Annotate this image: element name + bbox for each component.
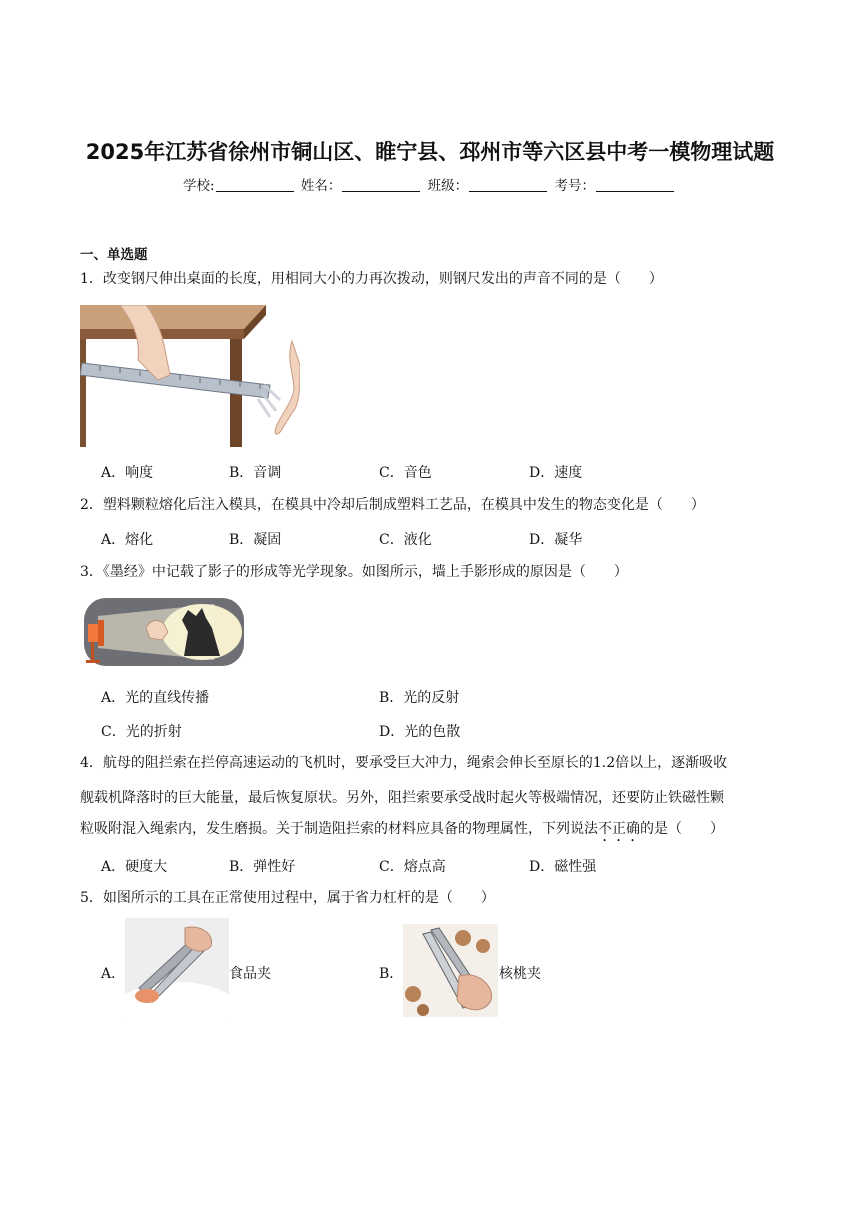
question-4-stem-line-2: 舰载机降落时的巨大能量，最后恢复原状。另外，阻拦索要承受战时起火等极端情况，还要防止铁磁性颗 [80, 790, 724, 806]
q4-stem-pre: 粒吸附混入绳索内，发生磨损。关于制造阻拦索的材料应具备的物理属性，下列说法 [80, 821, 598, 837]
q3-option-b[interactable]: B．光的反射 [379, 690, 460, 706]
question-2-stem: 2．塑料颗粒熔化后注入模具，在模具中冷却后制成塑料工艺品，在模具中发生的物态变化是（ ） [80, 497, 705, 513]
question-4-stem-line-3 [80, 814, 780, 845]
question-5-stem: 5．如图所示的工具在正常使用过程中，属于省力杠杆的是（ ） [80, 890, 495, 906]
school-blank[interactable] [216, 178, 294, 192]
class-blank[interactable] [469, 178, 547, 192]
nutcracker-figure [403, 924, 498, 1017]
q2-option-c[interactable]: C．液化 [379, 532, 432, 548]
q4-option-a[interactable]: A．硬度大 [101, 859, 168, 875]
q3-option-d[interactable]: D．光的色散 [379, 724, 461, 740]
question-1-stem: 1．改变钢尺伸出桌面的长度，用相同大小的力再次拨动，则钢尺发出的声音不同的是（ ） [80, 271, 663, 287]
q3-option-c[interactable]: C．光的折射 [101, 724, 182, 740]
q4-option-c[interactable]: C．熔点高 [379, 859, 446, 875]
q5-option-b-caption: 核桃夹 [499, 966, 541, 982]
section-heading: 一、单选题 [80, 247, 148, 263]
q5-option-a-caption: 食品夹 [229, 966, 271, 982]
food-tongs-figure [125, 918, 229, 1022]
q1-option-c[interactable]: C．音色 [379, 465, 432, 481]
q2-option-b[interactable]: B．凝固 [229, 532, 282, 548]
q2-option-a[interactable]: A．熔化 [101, 532, 154, 548]
q2-option-d[interactable]: D．凝华 [529, 532, 583, 548]
exam-no-blank[interactable] [596, 178, 674, 192]
q3-option-a[interactable]: A．光的直线传播 [101, 690, 210, 706]
q4-stem-emphasis: 不正确 [598, 821, 640, 837]
q4-option-d[interactable]: D．磁性强 [529, 859, 597, 875]
ruler-on-table-figure [80, 305, 300, 447]
q4-option-b[interactable]: B．弹性好 [229, 859, 296, 875]
school-label: 学校: [183, 178, 215, 194]
q1-option-d[interactable]: D．速度 [529, 465, 583, 481]
name-label: 姓名： [300, 178, 342, 194]
class-label: 班级： [427, 178, 469, 194]
hand-shadow-figure [84, 598, 244, 666]
q4-stem-post: 的是（ ） [640, 821, 724, 837]
q5-option-a[interactable]: A． [101, 966, 126, 982]
exam-no-label: 考号： [554, 178, 595, 194]
student-info-line [0, 174, 860, 194]
q1-option-b[interactable]: B．音调 [229, 465, 282, 481]
name-blank[interactable] [342, 178, 420, 192]
question-3-stem: 3．《墨经》中记载了影子的形成等光学现象。如图所示，墙上手影形成的原因是（ ） [80, 564, 628, 580]
question-4-stem-line-1: 4．航母的阻拦索在拦停高速运动的飞机时，要承受巨大冲力，绳索会伸长至原长的1.2倍以上，逐渐吸收 [80, 755, 728, 771]
q5-option-b[interactable]: B． [379, 966, 404, 982]
q1-option-a[interactable]: A．响度 [101, 465, 154, 481]
page-title: 2025年江苏省徐州市铜山区、睢宁县、邳州市等六区县中考一模物理试题 [85, 140, 775, 164]
